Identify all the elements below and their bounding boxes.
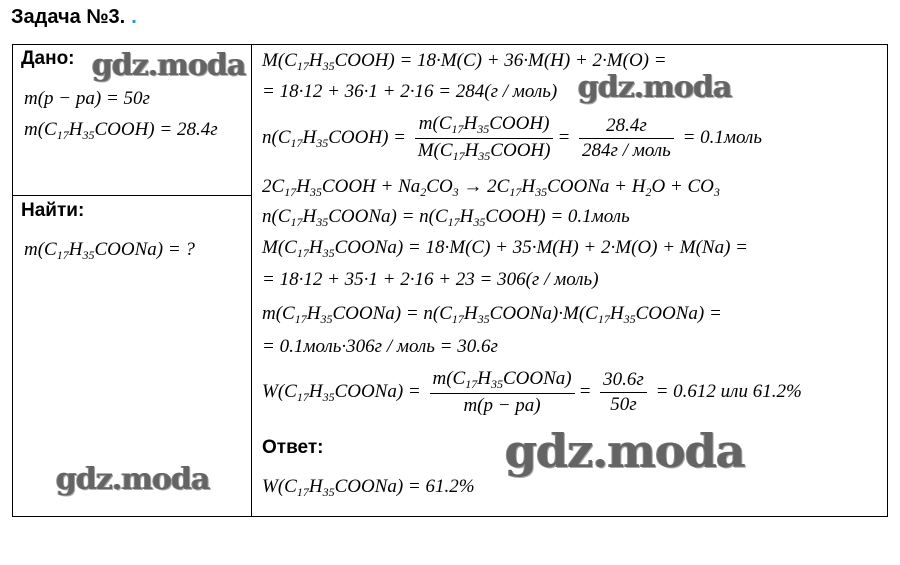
watermark-logo: gdz.moda [56,462,210,497]
fraction-salt-over-solution: $\frac{m(C_{17}H_{35}COONa)}{m(p - pa)}$ [430,368,575,417]
find-header: Найти: [21,200,85,221]
solution-line-moles-salt: $n(C_{17}H_{35}COONa)$ = $n(C_{17}H_{35}COOH)$ = 0.1моль [262,206,630,229]
fraction-mass-values: $\frac{30.6г}{50г}$ [600,369,647,416]
solution-line-molar-mass-acid-calc: = 18·12 + 36·1 + 2·16 = 284(г / моль) [262,81,558,102]
task-title-dot: . [131,6,137,28]
find-salt-mass: $m(C_{17}H_{35}COONa)$ = ? [24,239,195,262]
solution-line-moles-acid: $n(C_{17}H_{35}COOH)$ = $\frac{m(C_{17}H_{35}COOH)}{M(C_{17}H_{35}COOH)}$ = $\frac{28.4г}{\text{284г / моль}}$ = 0.1моль [262,113,762,163]
solution-line-mass-salt-calc: = 0.1моль·306г / моль = 30.6г [262,336,498,357]
watermark-logo: gdz.moda [578,70,732,105]
solution-line-reaction: $2C_{17}H_{35}COOH + Na_2CO_3$ → $2C_{17}H_{35}COONa + H_2O + CO_3$ [262,176,720,199]
solution-line-molar-mass-acid: $M(C_{17}H_{35}COOH) = 18\cdot M(C) + 36\cdot M(H) + 2\cdot M(O)$ = [262,50,667,73]
given-acid-mass: $m(C_{17}H_{35}COOH) = 28.4г$ [24,119,218,142]
column-divider [251,44,252,517]
task-title-text: Задача №3. [11,6,126,28]
solution-line-mass-fraction: $W(C_{17}H_{35}COONa)$ = $\frac{m(C_{17}H_{35}COONa)}{m(p - pa)}$ = $\frac{30.6г}{50г}$ = 0.612 или 61.2% [262,368,802,416]
watermark-logo: gdz.moda [92,48,246,83]
given-find-divider [12,195,252,196]
answer-header: Ответ: [262,437,324,458]
task-title [11,6,137,29]
answer-text: $W(C_{17}H_{35}COONa) = 61.2\%$ [262,476,475,499]
fraction-mass-over-molar: $\frac{m(C_{17}H_{35}COOH)}{M(C_{17}H_{35}COOH)}$ [415,113,554,164]
solution-line-molar-mass-salt-calc: = 18·12 + 35·1 + 2·16 + 23 = 306(г / моль) [262,269,599,290]
fraction-values: $\frac{28.4г}{\text{284г / моль}}$ [579,115,674,162]
solution-line-molar-mass-salt: $M(C_{17}H_{35}COONa) = 18\cdot M(C) + 35\cdot M(H) + 2\cdot M(O) + M(Na)$ = [262,237,748,260]
given-solution-mass: m(p − pa) = 50г [24,88,150,109]
solution-line-mass-salt: $m(C_{17}H_{35}COONa)$ = $n(C_{17}H_{35}COONa)\cdot M(C_{17}H_{35}COONa)$ = [262,303,722,326]
given-header: Дано: [21,48,75,69]
watermark-logo: gdz.moda [505,424,745,478]
